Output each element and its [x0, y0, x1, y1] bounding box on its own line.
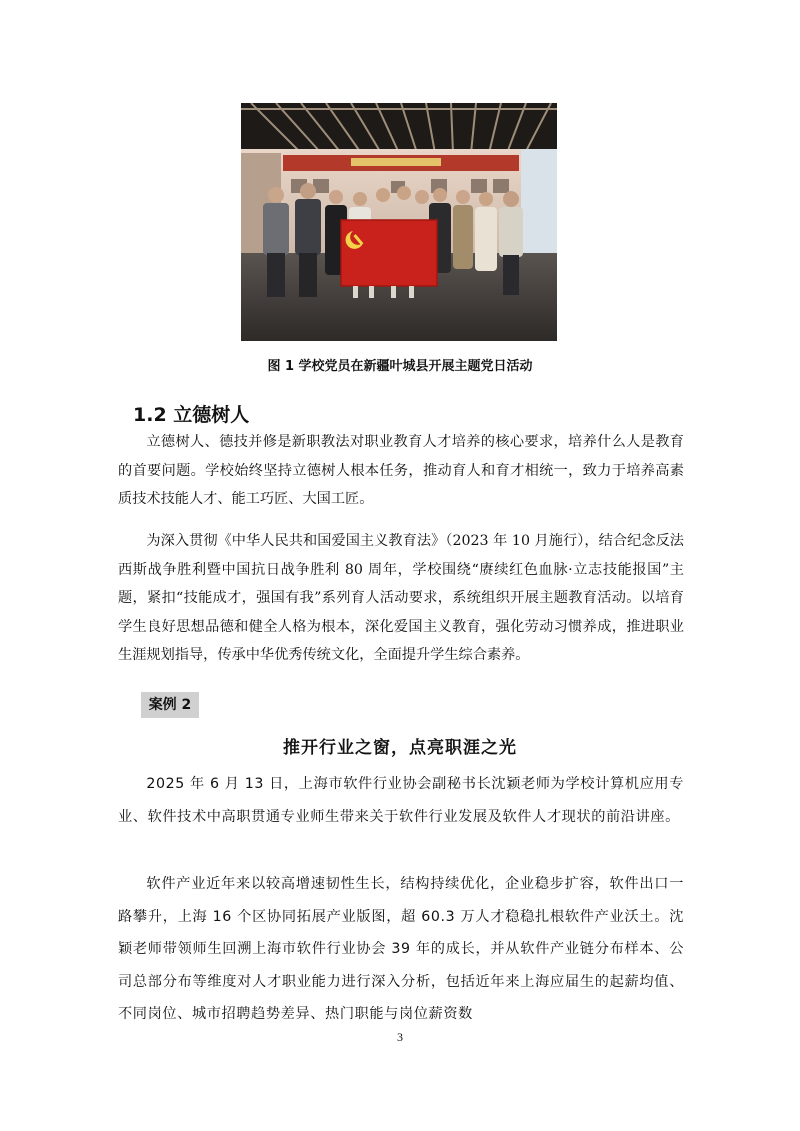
case-label: 案例 2: [141, 692, 199, 718]
group-photo: [241, 103, 557, 341]
page-number: 3: [397, 1030, 403, 1044]
section-heading: 1.2 立德树人: [133, 404, 250, 426]
case-paragraph: 2025 年 6 月 13 日，上海市软件行业协会副秘书长沈颖老师为学校计算机应用专业、软件技术中高职贯通专业师生带来关于软件行业发展及软件人才现状的前沿讲座。: [118, 776, 684, 825]
case-paragraph: 软件产业近年来以较高增速韧性生长，结构持续优化，企业稳步扩容，软件出口一路攀升，上海 16 个区协同拓展产业版图，超 60.3 万人才稳稳扎根软件产业沃土。沈颖老师带领师生回溯上海市软件行业协会 39 年的成长，并从软件产业链分布样本、公司总部分布等维度对人才职业能力进行深入分析，包括近年来上海应届生的起薪均值、不同岗位、城市招聘趋势差异、热门职能与岗位薪资数: [118, 876, 684, 1022]
figure-caption: 图 1 学校党员在新疆叶城县开展主题党日活动: [267, 359, 533, 374]
case-title: 推开行业之窗，点亮职涯之光: [283, 738, 517, 758]
section-paragraph: 立德树人、德技并修是新职教法对职业教育人才培养的核心要求，培养什么人是教育的首要问题。学校始终坚持立德树人根本任务，推动育人和育才相统一，致力于培养高素质技术技能人才、能工巧匠、大国工匠。: [118, 434, 684, 507]
section-paragraph: 为深入贯彻《中华人民共和国爱国主义教育法》（2023 年 10 月施行），结合纪念反法西斯战争胜利暨中国抗日战争胜利 80 周年，学校围绕“赓续红色血脉·立志技能报国”主题，紧扣“技能成才，强国有我”系列育人活动要求，系统组织开展主题教育活动。以培育学生良好思想品德和健全人格为根本，深化爱国主义教育，强化劳动习惯养成，推进职业生涯规划指导，传承中华优秀传统文化，全面提升学生综合素养。: [118, 533, 684, 663]
